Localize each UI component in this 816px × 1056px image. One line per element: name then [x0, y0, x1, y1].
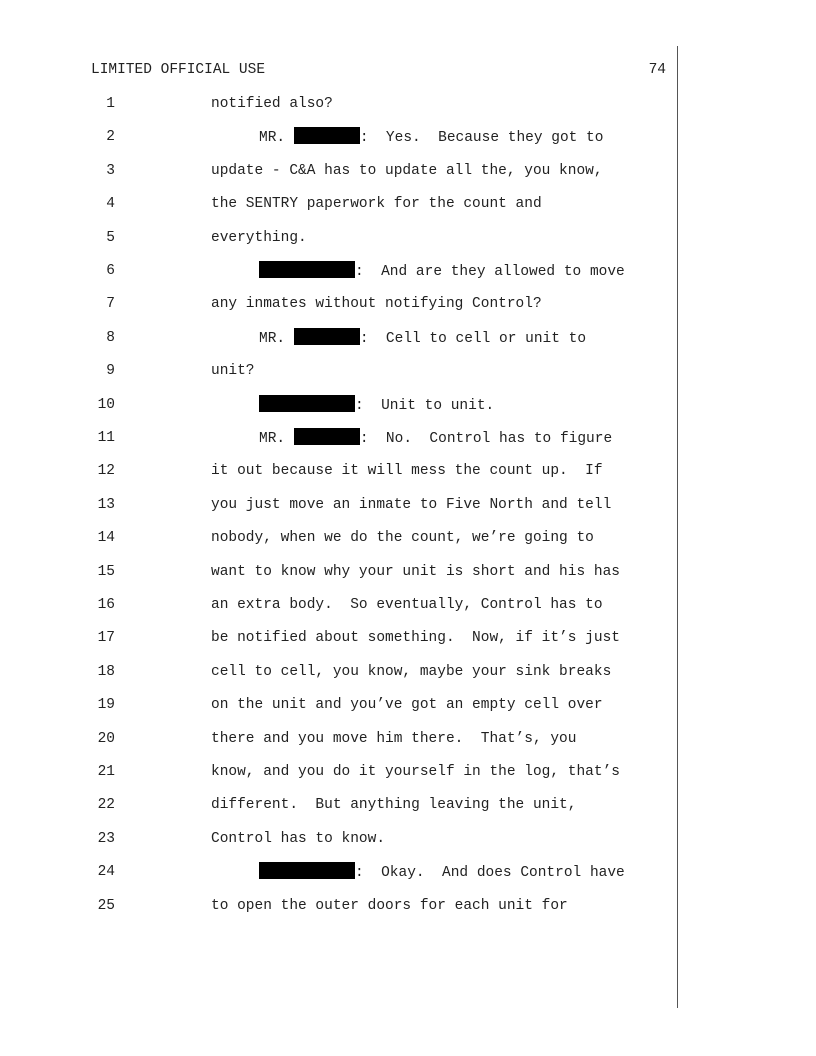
- line-text: different. But anything leaving the unit,: [211, 797, 577, 814]
- transcript-line: [0, 595, 676, 615]
- transcript-line: [0, 528, 676, 548]
- redaction-block: [259, 862, 355, 879]
- line-text: you just move an inmate to Five North and tell: [211, 496, 612, 513]
- line-number: 14: [97, 530, 115, 547]
- transcript-line: [0, 662, 676, 682]
- transcript-line: [0, 695, 676, 715]
- transcript-line: [0, 261, 676, 281]
- line-number: 23: [97, 830, 115, 847]
- transcript-line: [0, 161, 676, 181]
- redaction-block: [259, 395, 355, 412]
- transcript-line: [0, 127, 676, 147]
- transcript-line: [0, 94, 676, 114]
- line-text: MR. : Cell to cell or unit to: [259, 328, 586, 349]
- line-text: there and you move him there. That’s, you: [211, 730, 577, 747]
- line-number: 17: [97, 630, 115, 647]
- line-number: 4: [106, 196, 115, 213]
- line-number: 15: [97, 563, 115, 580]
- transcript-line: [0, 862, 676, 882]
- line-text: an extra body. So eventually, Control has to: [211, 597, 603, 613]
- line-number: 24: [97, 864, 115, 881]
- line-text: MR. : Yes. Because they got to: [259, 127, 603, 148]
- line-number: 18: [97, 663, 115, 680]
- line-number: 22: [97, 797, 115, 814]
- line-number: 3: [106, 162, 115, 179]
- line-number: 10: [97, 396, 115, 413]
- transcript-line: [0, 428, 676, 448]
- redaction-block: [259, 261, 355, 278]
- line-number: 7: [106, 296, 115, 313]
- line-number: 13: [97, 496, 115, 513]
- line-text: Control has to know.: [211, 830, 386, 847]
- transcript-line: [0, 328, 676, 348]
- line-number: 8: [106, 329, 115, 346]
- transcript-line: [0, 729, 676, 749]
- line-text: : Unit to unit.: [259, 395, 494, 416]
- line-text: update - C&A has to update all the, you know,: [211, 162, 603, 179]
- line-text: it out because it will mess the count up. If: [211, 463, 603, 480]
- redaction-block: [294, 428, 360, 445]
- transcript-line: [0, 461, 676, 481]
- line-number: 16: [97, 597, 115, 613]
- line-text: know, and you do it yourself in the log, that’s: [211, 764, 620, 780]
- transcript-line: [0, 294, 676, 314]
- line-text: any inmates without notifying Control?: [211, 296, 542, 313]
- line-text: to open the outer doors for each unit for: [211, 897, 568, 914]
- line-number: 20: [97, 730, 115, 747]
- page-number: 74: [648, 62, 666, 78]
- transcript-line: [0, 395, 676, 415]
- line-number: 21: [97, 764, 115, 780]
- line-text: : Okay. And does Control have: [259, 862, 625, 883]
- transcript-line: [0, 495, 676, 515]
- line-text: cell to cell, you know, maybe your sink breaks: [211, 663, 612, 680]
- line-number: 1: [106, 96, 115, 112]
- line-text: MR. : No. Control has to figure: [259, 428, 612, 449]
- right-margin-rule: [677, 46, 678, 1008]
- line-text: unit?: [211, 363, 255, 380]
- line-number: 11: [97, 430, 115, 446]
- line-text: on the unit and you’ve got an empty cell over: [211, 697, 603, 714]
- line-number: 5: [106, 229, 115, 246]
- transcript-line: [0, 762, 676, 782]
- line-number: 6: [106, 263, 115, 279]
- line-number: 9: [106, 363, 115, 380]
- line-text: notified also?: [211, 96, 333, 112]
- transcript-line: [0, 194, 676, 214]
- line-number: 25: [97, 897, 115, 914]
- transcript-line: [0, 829, 676, 849]
- line-text: : And are they allowed to move: [259, 261, 625, 282]
- line-number: 2: [106, 129, 115, 146]
- classification-header: LIMITED OFFICIAL USE: [91, 62, 266, 78]
- line-text: everything.: [211, 229, 307, 246]
- redaction-block: [294, 127, 360, 144]
- redaction-block: [294, 328, 360, 345]
- transcript-line: [0, 361, 676, 381]
- transcript-line: [0, 896, 676, 916]
- line-text: the SENTRY paperwork for the count and: [211, 196, 542, 213]
- transcript-line: [0, 562, 676, 582]
- line-text: be notified about something. Now, if it’s just: [211, 630, 620, 647]
- line-text: nobody, when we do the count, we’re going to: [211, 530, 594, 547]
- transcript-line: [0, 628, 676, 648]
- line-text: want to know why your unit is short and his has: [211, 563, 620, 580]
- transcript-line: [0, 795, 676, 815]
- transcript-line: [0, 228, 676, 248]
- line-number: 19: [97, 697, 115, 714]
- line-number: 12: [97, 463, 115, 480]
